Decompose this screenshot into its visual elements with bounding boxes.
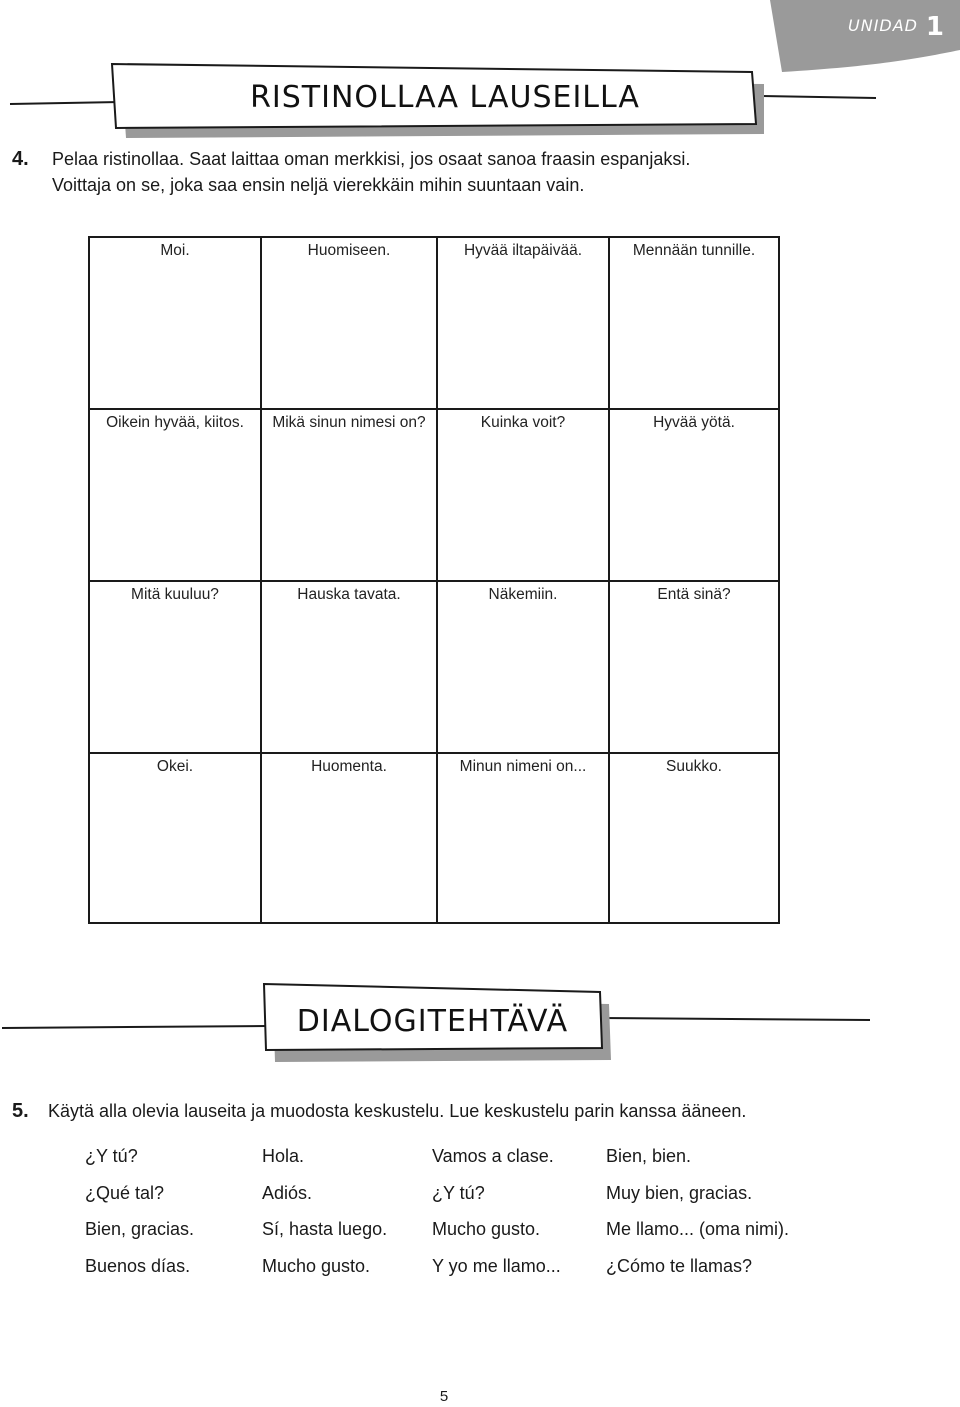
grid-cell[interactable]: Entä sinä?: [610, 582, 778, 754]
phrase: Adiós.: [262, 1182, 313, 1203]
phrase: Me llamo... (oma nimi).: [606, 1219, 790, 1239]
grid-cell[interactable]: Kuinka voit?: [438, 410, 610, 582]
phrase: Mucho gusto.: [262, 1255, 371, 1276]
phrase: Muy bien, gracias.: [606, 1182, 753, 1203]
task4-instructions: [12, 146, 912, 198]
grid-cell[interactable]: Mikä sinun nimesi on?: [262, 410, 438, 582]
task4-line1: Pelaa ristinollaa. Saat laittaa oman merkkisi, jos osaat sanoa fraasin espanjaksi.: [52, 149, 691, 169]
phrase: Sí, hasta luego.: [262, 1219, 388, 1239]
tic-tac-toe-grid: [88, 236, 780, 924]
phrase: Buenos días.: [85, 1255, 191, 1276]
unit-number: 1: [925, 12, 944, 42]
phrase: Bien, gracias.: [85, 1219, 195, 1239]
grid-cell[interactable]: Hyvää iltapäivää.: [438, 238, 610, 410]
phrase-table: [85, 1146, 845, 1292]
grid-cell[interactable]: Okei.: [90, 754, 262, 922]
phrase: Mucho gusto.: [432, 1219, 541, 1239]
unit-label: UNIDAD: [848, 16, 918, 35]
grid-cell[interactable]: Hyvää yötä.: [610, 410, 778, 582]
phrase: Hola.: [262, 1146, 305, 1166]
task4-line2: Voittaja on se, joka saa ensin neljä vierekkäin mihin suuntaan vain.: [52, 175, 585, 195]
grid-cell[interactable]: Huomenta.: [262, 754, 438, 922]
grid-cell[interactable]: Minun nimeni on...: [438, 754, 610, 922]
grid-cell[interactable]: Huomiseen.: [262, 238, 438, 410]
grid-cell[interactable]: Mitä kuuluu?: [90, 582, 262, 754]
grid-cell[interactable]: Oikein hyvää, kiitos.: [90, 410, 262, 582]
section2-title: DIALOGITEHTÄVÄ: [296, 1004, 569, 1039]
grid-cell[interactable]: Näkemiin.: [438, 582, 610, 754]
page-number: 5: [439, 1388, 449, 1405]
phrase-row: [85, 1183, 845, 1220]
grid-cell[interactable]: Suukko.: [665, 758, 722, 775]
section1-title: RISTINOLLAA LAUSEILLA: [250, 80, 640, 115]
grid-cell[interactable]: Hauska tavata.: [262, 582, 438, 754]
phrase: Vamos a clase.: [432, 1146, 554, 1166]
phrase-row: [85, 1146, 845, 1183]
task5-instructions: [12, 1098, 912, 1124]
grid-cell[interactable]: Mennään tunnille.: [610, 238, 778, 410]
phrase: ¿Y tú?: [85, 1146, 138, 1166]
phrase: ¿Qué tal?: [85, 1182, 165, 1203]
task4-number: 4.: [12, 148, 29, 170]
grid-cell[interactable]: Moi.: [90, 238, 262, 410]
phrase: Y yo me llamo...: [432, 1255, 561, 1276]
section1-banner: [10, 56, 880, 136]
section2-banner: [0, 980, 875, 1060]
phrase: Bien, bien.: [606, 1146, 692, 1166]
task5-line: Käytä alla olevia lauseita ja muodosta keskustelu. Lue keskustelu parin kanssa ääneen.: [48, 1101, 747, 1121]
phrase: ¿Cómo te llamas?: [606, 1255, 753, 1276]
task5-number: 5.: [12, 1100, 29, 1122]
phrase-row: [85, 1219, 845, 1256]
phrase-row: [85, 1256, 845, 1293]
phrase: ¿Y tú?: [432, 1182, 485, 1203]
